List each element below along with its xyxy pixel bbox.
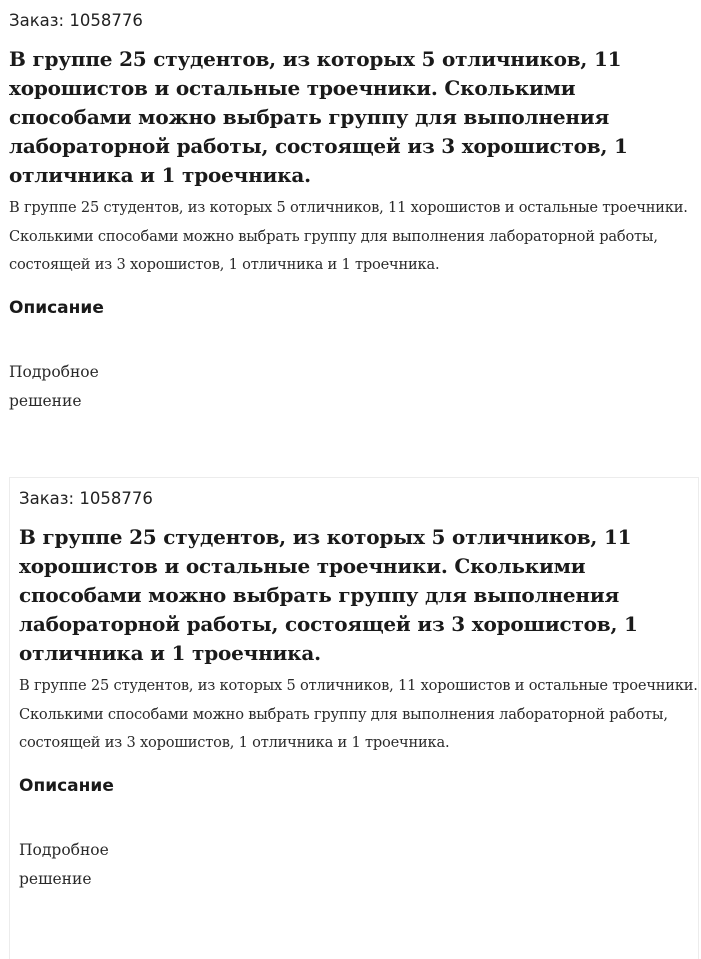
order-number: Заказ: 1058776 <box>19 489 153 508</box>
task-title: В группе 25 студентов, из которых 5 отличников, 11 хорошистов и остальные троечники. Сколькими способами можно выбрать группу для выполнения лабораторной работы, состоящей из 3 хорошистов, 1 отличника и 1 троечника. <box>9 47 628 187</box>
task-description: В группе 25 студентов, из которых 5 отличников, 11 хорошистов и остальные троечники. Сколькими способами можно выбрать группу для выполнения лабораторной работы, состоящей из 3 хорошистов, 1 отличника и 1 троечника. <box>9 199 688 273</box>
description-heading: Описание <box>9 297 104 318</box>
description-heading: Описание <box>19 775 114 796</box>
order-card <box>0 0 701 465</box>
detailed-solution-link[interactable]: Подробное решение <box>9 362 99 410</box>
detailed-solution-link[interactable]: Подробное решение <box>19 840 109 888</box>
task-description: В группе 25 студентов, из которых 5 отличников, 11 хорошистов и остальные троечники. Сколькими способами можно выбрать группу для выполнения лабораторной работы, состоящей из 3 хорошистов, 1 отличника и 1 троечника. <box>19 677 698 751</box>
order-number: Заказ: 1058776 <box>9 11 143 30</box>
task-title: В группе 25 студентов, из которых 5 отличников, 11 хорошистов и остальные троечники. Сколькими способами можно выбрать группу для выполнения лабораторной работы, состоящей из 3 хорошистов, 1 отличника и 1 троечника. <box>19 525 638 665</box>
order-card <box>9 477 699 959</box>
